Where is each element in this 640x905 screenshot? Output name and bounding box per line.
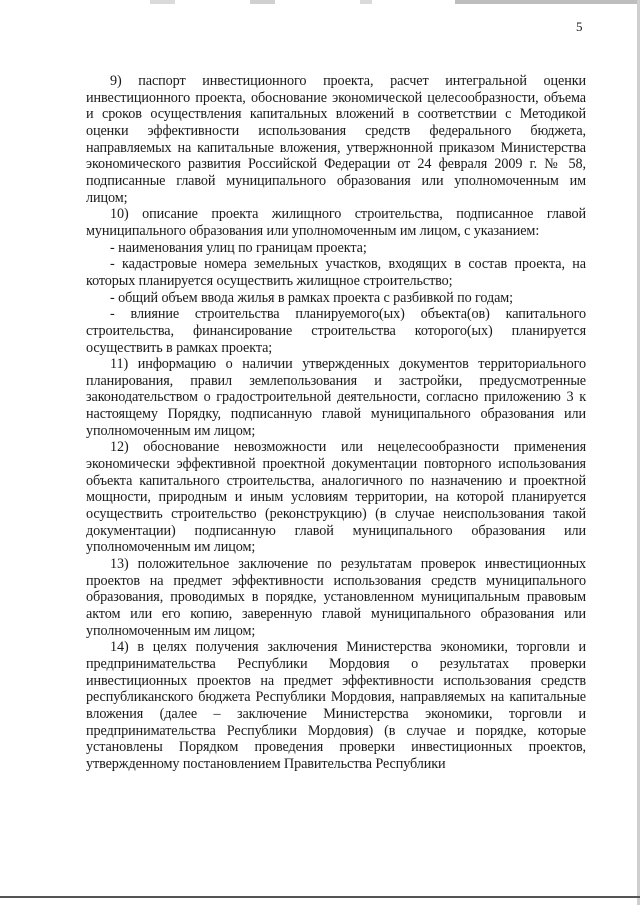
paragraph-sub-construction-impact: - влияние строительства планируемого(ых) объекта(ов) капитального строительства, финансирование строительства которого(ых) планируется осуществить в рамках проекта;: [86, 306, 586, 356]
document-body: [86, 73, 586, 773]
paragraph-sub-housing-volume: - общий объем ввода жилья в рамках проекта с разбивкой по годам;: [110, 289, 513, 306]
paragraph-sub-street-names: - наименования улиц по границам проекта;: [110, 239, 367, 256]
paragraph-item-13: 13) положительное заключение по результатам проверок инвестиционных проектов на предмет эффективности использования средств муниципального образования, проводимых в порядке, установленном муниципальным правовым актом или его копию, заверенную главой муниципального образования или уполномоченным им лицом;: [86, 556, 586, 639]
paragraph-sub-cadastral-numbers: - кадастровые номера земельных участков, входящих в состав проекта, на которых планируется осуществить жилищное строительство;: [86, 256, 586, 289]
paragraph-item-12: 12) обоснование невозможности или нецелесообразности применения экономически эффективной проектной документации повторного использования объекта капитального строительства, аналогичного по назначению и проектной мощности, природным и иным условиям территории, на которой планируется осуществить строительство (реконструкцию) (в случае неиспользования такой документации) подписанную главой муниципального образования или уполномоченным им лицом;: [86, 439, 586, 556]
paragraph-item-9: 9) паспорт инвестиционного проекта, расчет интегральной оценки инвестиционного проекта, обоснование экономической целесообразности, объема и сроков осуществления капитальных вложений в соответствии с Методикой оценки эффективности использования средств федерального бюджета, направляемых на капитальные вложения, утвержнонной приказом Министерства экономического развития Российской Федерации от 24 февраля 2009 г. № 58, подписанные главой муниципального образования или уполномоченным им лицом;: [86, 73, 586, 206]
scan-edge-bottom: [0, 896, 640, 898]
paragraph-item-14: 14) в целях получения заключения Министерства экономики, торговли и предпринимательства Республики Мордовия о результатах проверки инвестиционных проектов на предмет эффективности использования средств республиканского бюджета Республики Мордовия, направляемых на капитальные вложения (далее – заключение Министерства экономики, торговли и предпринимательства Республики Мордовия) (в случае и порядке, которые установлены Порядком проведения проверки инвестиционных проектов, утвержденному постановлением Правительства Республики: [86, 639, 586, 772]
paragraph-item-10: 10) описание проекта жилищного строительства, подписанное главой муниципального образования или уполномоченным им лицом, с указанием:: [86, 206, 586, 239]
scan-edge-top: [0, 0, 640, 4]
paragraph-item-11: 11) информацию о наличии утвержденных документов территориального планирования, правил землепользования и застройки, предусмотренные законодательством о градостроительной деятельности, согласно приложению 3 к настоящему Порядку, подписанную главой муниципального образования или уполномоченным им лицом;: [86, 356, 586, 439]
page-number: 5: [576, 19, 583, 34]
